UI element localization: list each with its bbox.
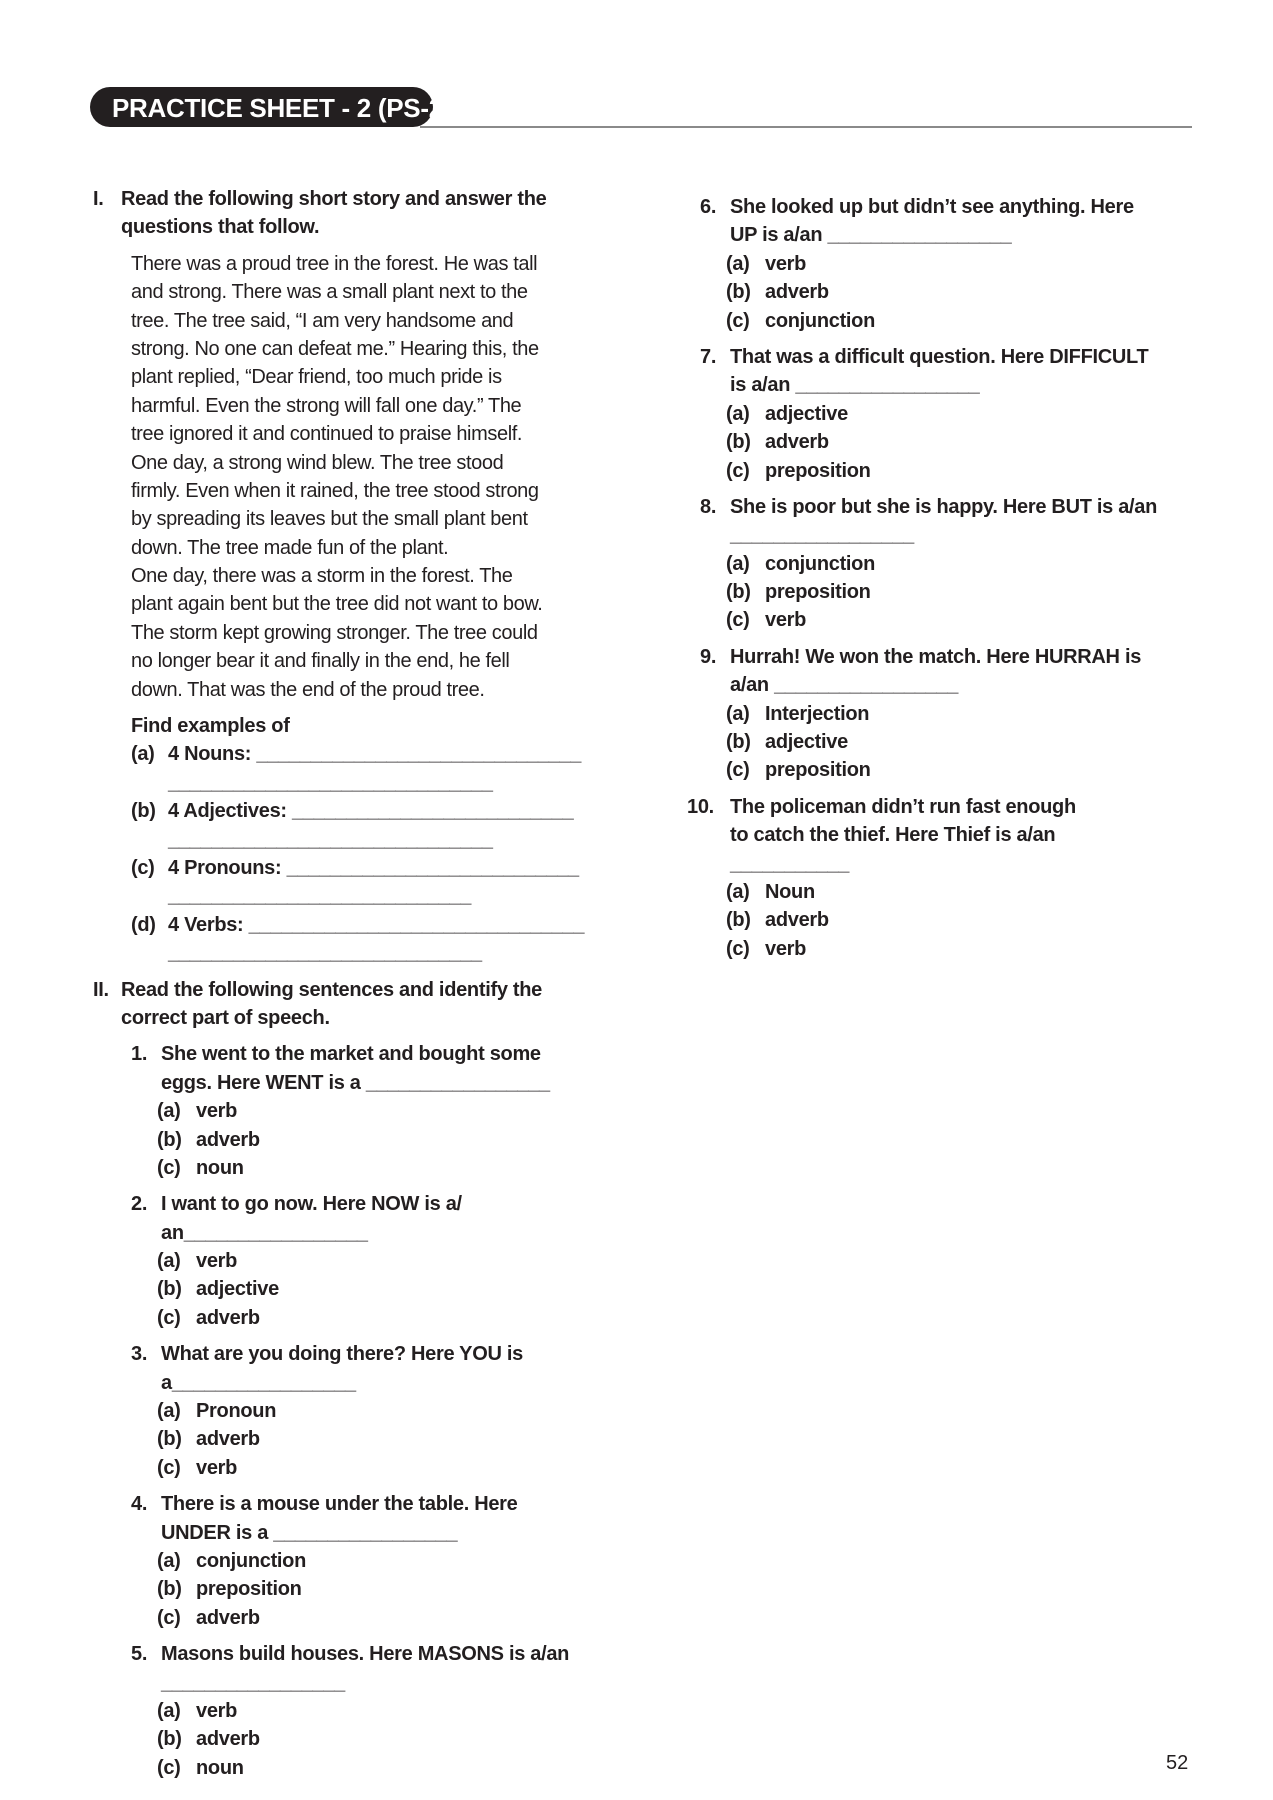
answer-option bbox=[687, 307, 1207, 335]
answer-option bbox=[93, 1247, 653, 1275]
question-3-text: a_________________ bbox=[161, 1371, 356, 1394]
story-line-text: firmly. Even when it rained, the tree stood strong bbox=[131, 479, 539, 502]
find-item bbox=[93, 854, 653, 882]
header-divider bbox=[420, 126, 1192, 128]
answer-option bbox=[93, 1575, 653, 1603]
answer-option-number: (c) bbox=[726, 759, 750, 782]
section-2-heading bbox=[93, 1004, 653, 1032]
answer-option-number: (c) bbox=[157, 1306, 181, 1329]
story-line-text: tree. The tree said, “I am very handsome and bbox=[131, 309, 514, 332]
section-1-heading bbox=[93, 213, 653, 241]
question-3 bbox=[93, 1340, 653, 1368]
answer-option-text: noun bbox=[196, 1156, 244, 1179]
story-line bbox=[93, 477, 653, 505]
question-5 bbox=[93, 1669, 653, 1697]
story-line-text: down. The tree made fun of the plant. bbox=[131, 536, 449, 559]
answer-option-number: (b) bbox=[726, 909, 751, 932]
story-line-text: by spreading its leaves but the small plant bent bbox=[131, 508, 528, 531]
question-1 bbox=[93, 1040, 653, 1068]
question-2 bbox=[93, 1219, 653, 1247]
story-line bbox=[93, 647, 653, 675]
answer-option bbox=[687, 906, 1207, 934]
answer-option-number: (a) bbox=[157, 1250, 181, 1273]
question-1 bbox=[93, 1069, 653, 1097]
answer-option bbox=[687, 400, 1207, 428]
question-6 bbox=[687, 193, 1207, 221]
question-4 bbox=[93, 1519, 653, 1547]
answer-option bbox=[93, 1604, 653, 1632]
answer-option-text: conjunction bbox=[765, 552, 876, 575]
answer-option-text: verb bbox=[765, 609, 807, 632]
answer-option-number: (a) bbox=[157, 1100, 181, 1123]
answer-option-number: (c) bbox=[157, 1606, 181, 1629]
question-7 bbox=[687, 343, 1207, 371]
question-9-number: 9. bbox=[700, 645, 717, 668]
story-line bbox=[93, 619, 653, 647]
story-line bbox=[93, 676, 653, 704]
question-6 bbox=[687, 221, 1207, 249]
answer-option-text: conjunction bbox=[765, 309, 876, 332]
question-4-text: There is a mouse under the table. Here bbox=[161, 1493, 518, 1516]
question-7-text: That was a difficult question. Here DIFFICULT bbox=[730, 345, 1149, 368]
answer-option-number: (b) bbox=[157, 1278, 182, 1301]
story-line-text: strong. No one can defeat me.” Hearing this, the bbox=[131, 337, 539, 360]
question-9-text: Hurrah! We won the match. Here HURRAH is bbox=[730, 645, 1142, 668]
answer-option bbox=[687, 756, 1207, 784]
answer-option-text: adverb bbox=[196, 1128, 260, 1151]
story-line-text: One day, there was a storm in the forest. The bbox=[131, 565, 513, 588]
answer-option bbox=[93, 1425, 653, 1453]
answer-option-text: Noun bbox=[765, 880, 815, 903]
answer-option-number: (a) bbox=[726, 880, 750, 903]
find-examples-label bbox=[93, 712, 653, 740]
find-item-blank bbox=[93, 826, 653, 854]
question-10-text: The policeman didn’t run fast enough bbox=[730, 795, 1076, 818]
answer-option-number: (a) bbox=[157, 1699, 181, 1722]
find-item-blank bbox=[93, 882, 653, 910]
question-1-number: 1. bbox=[131, 1043, 148, 1066]
question-3-number: 3. bbox=[131, 1343, 148, 1366]
answer-option-number: (c) bbox=[726, 309, 750, 332]
question-7-text: is a/an _________________ bbox=[730, 374, 980, 397]
answer-option-text: adverb bbox=[765, 431, 829, 454]
answer-option-number: (a) bbox=[726, 252, 750, 275]
story-line-text: tree ignored it and continued to praise himself. bbox=[131, 423, 523, 446]
answer-option-text: Interjection bbox=[765, 702, 870, 725]
question-5-number: 5. bbox=[131, 1643, 148, 1666]
story-line bbox=[93, 505, 653, 533]
answer-option bbox=[687, 700, 1207, 728]
answer-option-number: (b) bbox=[157, 1728, 182, 1751]
question-7 bbox=[687, 371, 1207, 399]
answer-option-number: (c) bbox=[157, 1756, 181, 1779]
story-line bbox=[93, 363, 653, 391]
answer-option bbox=[687, 578, 1207, 606]
find-item-blank-text: ______________________________ bbox=[168, 828, 493, 851]
answer-option-number: (b) bbox=[726, 581, 751, 604]
question-1-text: eggs. Here WENT is a _________________ bbox=[161, 1071, 550, 1094]
section-1-heading-text: questions that follow. bbox=[121, 216, 320, 239]
answer-option bbox=[687, 250, 1207, 278]
answer-option-text: preposition bbox=[765, 581, 871, 604]
answer-option-text: adverb bbox=[196, 1728, 260, 1751]
answer-option-text: preposition bbox=[765, 459, 871, 482]
answer-option-number: (b) bbox=[726, 731, 751, 754]
answer-option-number: (b) bbox=[726, 281, 751, 304]
question-6-text: She looked up but didn’t see anything. Here bbox=[730, 196, 1134, 218]
section-1-heading-number: I. bbox=[93, 188, 104, 210]
story-line bbox=[93, 335, 653, 363]
question-8-text: She is poor but she is happy. Here BUT is a/an bbox=[730, 495, 1158, 518]
answer-option bbox=[93, 1725, 653, 1753]
answer-option-number: (a) bbox=[726, 552, 750, 575]
answer-option bbox=[687, 278, 1207, 306]
find-examples-label-text: Find examples of bbox=[131, 715, 290, 738]
find-item-number: (a) bbox=[131, 743, 155, 766]
answer-option-number: (c) bbox=[157, 1456, 181, 1479]
answer-option-number: (a) bbox=[726, 702, 750, 725]
answer-option bbox=[93, 1454, 653, 1482]
section-2-heading-text: correct part of speech. bbox=[121, 1006, 330, 1029]
find-item-blank bbox=[93, 939, 653, 967]
question-10 bbox=[687, 850, 1207, 878]
story-line bbox=[93, 590, 653, 618]
question-10-text: to catch the thief. Here Thief is a/an bbox=[730, 824, 1056, 847]
question-10 bbox=[687, 821, 1207, 849]
answer-option-text: verb bbox=[196, 1456, 238, 1479]
story-line-text: and strong. There was a small plant next to the bbox=[131, 281, 528, 304]
story-line bbox=[93, 392, 653, 420]
story-line bbox=[93, 562, 653, 590]
answer-option bbox=[93, 1754, 653, 1782]
answer-option-text: adverb bbox=[765, 909, 829, 932]
answer-option-text: verb bbox=[765, 252, 807, 275]
answer-option-text: verb bbox=[196, 1100, 238, 1123]
answer-option-text: adjective bbox=[765, 402, 848, 425]
question-2-text: I want to go now. Here NOW is a/ bbox=[161, 1193, 462, 1216]
question-9 bbox=[687, 671, 1207, 699]
answer-option bbox=[93, 1126, 653, 1154]
story-line-text: There was a proud tree in the forest. He was tall bbox=[131, 252, 538, 275]
section-2-heading-text: Read the following sentences and identify the bbox=[121, 978, 543, 1001]
answer-option-number: (b) bbox=[157, 1428, 182, 1451]
find-item bbox=[93, 740, 653, 768]
answer-option-number: (a) bbox=[157, 1549, 181, 1572]
answer-option-number: (b) bbox=[157, 1578, 182, 1601]
answer-option-number: (a) bbox=[157, 1400, 181, 1423]
story-line-text: no longer bear it and finally in the end, he fell bbox=[131, 650, 510, 673]
question-6-text: UP is a/an _________________ bbox=[730, 224, 1012, 247]
question-4 bbox=[93, 1490, 653, 1518]
question-2-number: 2. bbox=[131, 1193, 148, 1216]
find-item-blank bbox=[93, 769, 653, 797]
question-4-number: 4. bbox=[131, 1493, 148, 1516]
page-number: 52 bbox=[1166, 1752, 1189, 1774]
answer-option-text: Pronoun bbox=[196, 1400, 277, 1423]
section-2-heading-number: II. bbox=[93, 978, 109, 1001]
answer-option-number: (b) bbox=[726, 431, 751, 454]
answer-option bbox=[93, 1154, 653, 1182]
answer-option bbox=[687, 606, 1207, 634]
find-item-text: 4 Verbs: _______________________________ bbox=[168, 913, 585, 936]
answer-option-number: (b) bbox=[157, 1128, 182, 1151]
find-item-number: (b) bbox=[131, 800, 156, 823]
left-column bbox=[93, 185, 653, 1782]
answer-option-number: (c) bbox=[726, 937, 750, 960]
section-1-heading bbox=[93, 185, 653, 213]
answer-option-text: noun bbox=[196, 1756, 244, 1779]
answer-option-text: adverb bbox=[196, 1306, 260, 1329]
answer-option-number: (c) bbox=[726, 459, 750, 482]
find-item bbox=[93, 911, 653, 939]
right-column bbox=[687, 185, 1207, 963]
story-line-text: One day, a strong wind blew. The tree stood bbox=[131, 451, 504, 474]
answer-option bbox=[93, 1097, 653, 1125]
story-line bbox=[93, 278, 653, 306]
answer-option bbox=[93, 1697, 653, 1725]
question-3-text: What are you doing there? Here YOU is bbox=[161, 1343, 523, 1366]
answer-option bbox=[93, 1304, 653, 1332]
question-2-text: an_________________ bbox=[161, 1221, 368, 1244]
question-8-text: _________________ bbox=[730, 524, 914, 547]
question-3 bbox=[93, 1369, 653, 1397]
answer-option-text: conjunction bbox=[196, 1549, 307, 1572]
find-item-text: 4 Nouns: ______________________________ bbox=[168, 743, 582, 766]
question-10-text: ___________ bbox=[730, 852, 850, 875]
question-6-number: 6. bbox=[700, 196, 717, 218]
answer-option-text: preposition bbox=[196, 1578, 302, 1601]
answer-option bbox=[687, 457, 1207, 485]
find-item-text: 4 Adjectives: __________________________ bbox=[168, 800, 574, 823]
story-line bbox=[93, 250, 653, 278]
answer-option bbox=[687, 878, 1207, 906]
question-4-text: UNDER is a _________________ bbox=[161, 1521, 458, 1544]
answer-option-text: adjective bbox=[765, 731, 848, 754]
question-5-text: Masons build houses. Here MASONS is a/an bbox=[161, 1643, 570, 1666]
answer-option-text: adverb bbox=[765, 281, 829, 304]
find-item bbox=[93, 797, 653, 825]
question-9 bbox=[687, 643, 1207, 671]
question-2 bbox=[93, 1190, 653, 1218]
story-line bbox=[93, 307, 653, 335]
question-8 bbox=[687, 493, 1207, 521]
answer-option bbox=[687, 728, 1207, 756]
answer-option-text: adverb bbox=[196, 1428, 260, 1451]
story-line-text: The storm kept growing stronger. The tree could bbox=[131, 621, 538, 644]
find-item-number: (c) bbox=[131, 856, 155, 879]
story-line-text: plant again bent but the tree did not want to bow. bbox=[131, 593, 543, 616]
story-line bbox=[93, 534, 653, 562]
answer-option-text: verb bbox=[196, 1250, 238, 1273]
question-8-number: 8. bbox=[700, 495, 717, 518]
question-10-number: 10. bbox=[687, 795, 714, 818]
answer-option-text: adjective bbox=[196, 1278, 279, 1301]
story-line bbox=[93, 449, 653, 477]
answer-option bbox=[93, 1397, 653, 1425]
story-line bbox=[93, 420, 653, 448]
question-1-text: She went to the market and bought some bbox=[161, 1043, 541, 1066]
question-8 bbox=[687, 521, 1207, 549]
find-item-text: 4 Pronouns: ___________________________ bbox=[168, 856, 579, 879]
answer-option-number: (c) bbox=[726, 609, 750, 632]
answer-option bbox=[93, 1547, 653, 1575]
answer-option-text: adverb bbox=[196, 1606, 260, 1629]
find-item-blank-text: ______________________________ bbox=[168, 771, 493, 794]
answer-option bbox=[687, 550, 1207, 578]
find-item-blank-text: ____________________________ bbox=[168, 885, 472, 908]
answer-option-text: preposition bbox=[765, 759, 871, 782]
question-5-text: _________________ bbox=[161, 1671, 345, 1694]
sheet-title: PRACTICE SHEET - 2 (PS-2) bbox=[112, 93, 452, 123]
story-line-text: plant replied, “Dear friend, too much pride is bbox=[131, 366, 502, 389]
answer-option-text: verb bbox=[196, 1699, 238, 1722]
question-5 bbox=[93, 1640, 653, 1668]
answer-option-number: (a) bbox=[726, 402, 750, 425]
story-line-text: harmful. Even the strong will fall one day.” The bbox=[131, 394, 522, 417]
answer-option-number: (c) bbox=[157, 1156, 181, 1179]
question-10 bbox=[687, 793, 1207, 821]
find-item-blank-text: _____________________________ bbox=[168, 942, 482, 965]
question-9-text: a/an _________________ bbox=[730, 674, 959, 697]
answer-option-text: verb bbox=[765, 937, 807, 960]
sheet-title-banner bbox=[90, 87, 452, 127]
answer-option bbox=[93, 1275, 653, 1303]
answer-option bbox=[687, 428, 1207, 456]
answer-option bbox=[687, 935, 1207, 963]
story-line-text: down. That was the end of the proud tree. bbox=[131, 678, 485, 701]
section-1-heading-text: Read the following short story and answer the bbox=[121, 188, 547, 210]
find-item-number: (d) bbox=[131, 913, 156, 936]
section-2-heading bbox=[93, 976, 653, 1004]
question-7-number: 7. bbox=[700, 345, 717, 368]
